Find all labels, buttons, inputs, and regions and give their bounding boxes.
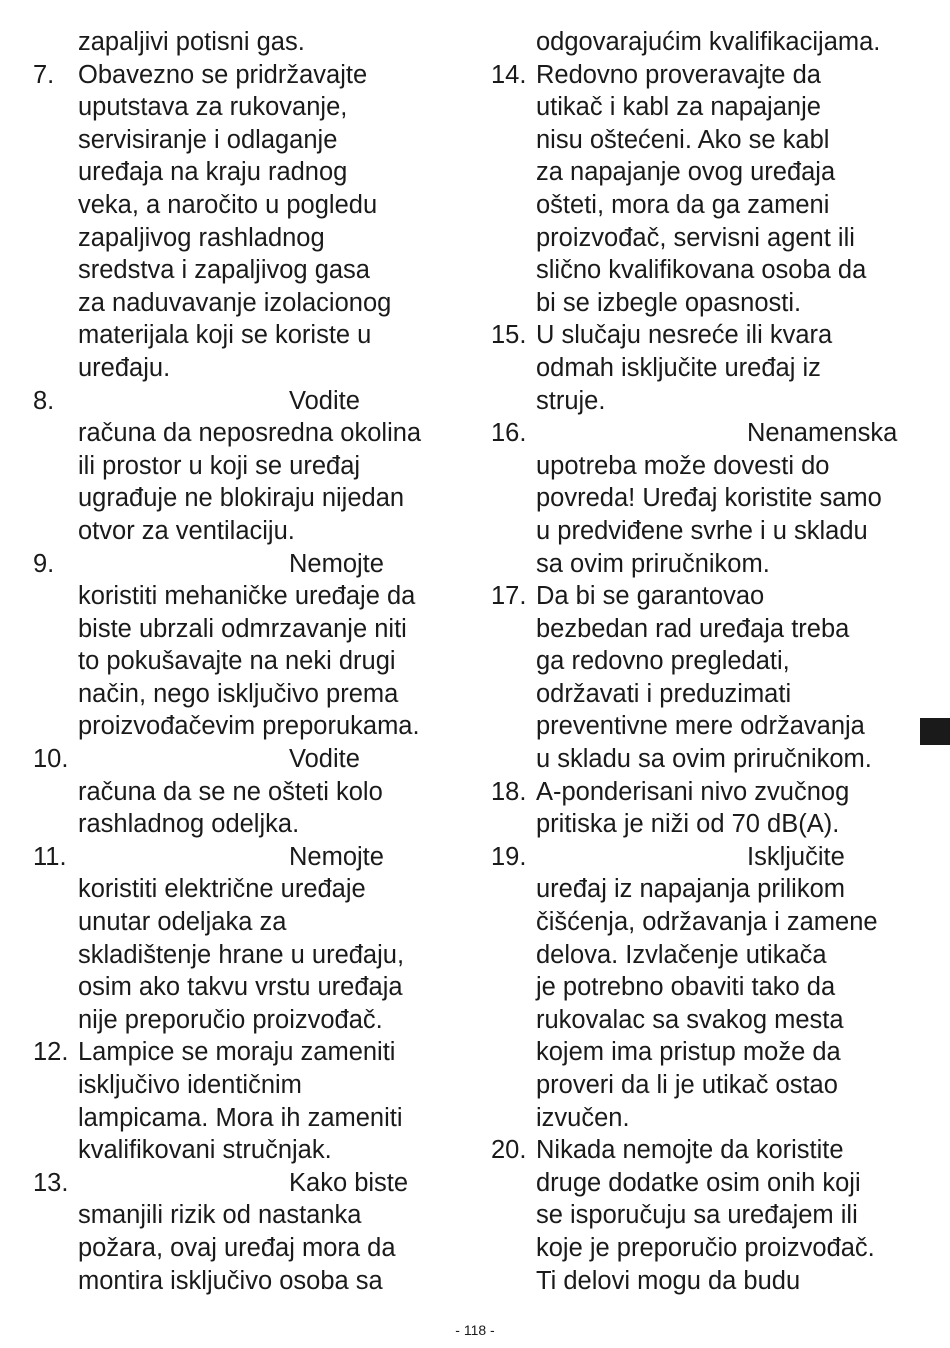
text-line: proizvođač, servisni agent ili [536,223,855,252]
text-line: nije preporučio proizvođač. [78,1005,383,1034]
item-number: 13. [33,1168,69,1197]
list-item [33,1167,473,1297]
text-line: smanjili rizik od nastanka [78,1201,362,1230]
item-lead-text: Vodite [289,386,360,415]
text-line: ga redovno pregledati, [536,647,790,676]
text-line: Redovno proveravajte da [536,60,821,89]
item-number: 10. [33,745,69,774]
item-lead-text: Kako biste [289,1168,409,1197]
text-line: se isporučuju sa uređajem ili [536,1201,858,1230]
text-line: računa da neposredna okolina [78,419,422,448]
item-number [33,26,78,59]
text-line: odmah isključite uređaj iz [536,353,821,382]
item-text [78,59,473,385]
text-line: upotreba može dovesti do [536,451,830,480]
item-text [536,776,926,841]
text-line: koristiti električne uređaje [78,875,366,904]
item-number: 18. [491,777,527,806]
list-item [491,26,926,59]
item-number: 9. [33,549,55,578]
item-text [78,548,473,744]
list-item [491,417,926,580]
text-line: proveri da li je utikač ostao [536,1071,838,1099]
list-item [491,580,926,776]
section-thumb-tab [920,718,950,745]
text-line: za naduvavanje izolacionog [78,288,392,317]
text-line: zapaljivog rashladnog [78,223,325,252]
text-line: sa ovim priručnikom. [536,549,770,578]
text-line: kojem ima pristup može da [536,1038,841,1067]
text-line: ili prostor u koji se uređaj [78,451,361,480]
text-line: struje. [536,386,606,415]
list-item [33,841,473,1037]
text-line: A-ponderisani nivo zvučnog [536,777,850,806]
text-line: u predviđene svrhe i u skladu [536,516,868,545]
list-item [491,59,926,320]
item-number [491,26,536,59]
list-item [33,548,473,744]
item-lead-text: Nenamenska [747,419,898,448]
list-item [491,841,926,1134]
text-line: povreda! Uređaj koristite samo [536,484,882,513]
right-column [491,26,926,1297]
text-line: servisiranje i odlaganje [78,125,338,154]
text-line: delova. Izvlačenje utikača [536,940,827,969]
text-line: osim ako takvu vrstu uređaja [78,973,403,1002]
item-number: 8. [33,386,55,415]
text-line: požara, ovaj uređaj mora da [78,1233,396,1262]
text-line: koje je preporučio proizvođač. [536,1233,875,1262]
text-line: sredstva i zapaljivog gasa [78,256,370,285]
text-line: ugrađuje ne blokiraju nijedan [78,484,405,513]
item-number: 14. [491,60,527,89]
item-number: 16. [491,419,527,448]
item-text [536,841,926,1134]
text-line: druge dodatke osim onih koji [536,1168,861,1197]
list-item [33,59,473,385]
item-text [536,580,926,776]
item-lead-text: Isključite [747,842,845,871]
list-item [491,319,926,417]
item-number: 12. [33,1038,69,1067]
text-line: materijala koji se koriste u [78,321,372,350]
text-line: montira isključivo osoba sa [78,1266,383,1295]
item-text [78,841,473,1037]
list-item [33,26,473,59]
text-line: računa da se ne ošteti kolo [78,777,383,806]
item-text [78,1036,473,1166]
item-number: 11. [33,842,67,871]
text-line: je potrebno obaviti tako da [536,973,836,1002]
text-line: uputstava za rukovanje, [78,93,348,122]
item-text [536,26,926,59]
text-line: proizvođačevim preporukama. [78,712,420,741]
item-lead-text: Vodite [289,745,360,774]
item-text [78,385,473,548]
text-line: odgovarajućim kvalifikacijama. [536,28,881,56]
text-line: održavati i preduzimati [536,679,792,708]
item-number: 17. [491,582,527,611]
text-line: bezbedan rad uređaja treba [536,614,850,643]
text-line: otvor za ventilaciju. [78,516,295,545]
item-text [536,319,926,417]
text-line: lampicama. Mora ih zameniti [78,1103,403,1132]
text-line: ošteti, mora da ga zameni [536,190,830,219]
text-line: skladištenje hrane u uređaju, [78,940,405,969]
text-line: veka, a naročito u pogledu [78,190,378,219]
item-number: 7. [33,60,55,89]
item-number: 20. [491,1136,527,1165]
text-line: izvučen. [536,1103,630,1132]
item-lead-text: Nemojte [289,549,384,578]
item-text [78,26,473,59]
item-text [78,743,473,841]
text-line: za napajanje ovog uređaja [536,158,836,187]
text-line: U slučaju nesreće ili kvara [536,321,833,350]
text-line: pritiska je niži od 70 dB(A). [536,810,840,839]
text-line: bi se izbegle opasnosti. [536,288,802,317]
text-line: uređaj iz napajanja prilikom [536,875,846,904]
text-line: kvalifikovani stručnjak. [78,1136,332,1165]
text-line: koristiti mehaničke uređaje da [78,582,416,611]
list-item [491,776,926,841]
text-line: utikač i kabl za napajanje [536,93,821,122]
text-line: Da bi se garantovao [536,582,765,611]
list-item [33,743,473,841]
item-number: 15. [491,321,527,350]
text-line: Lampice se moraju zameniti [78,1038,396,1067]
text-line: preventivne mere održavanja [536,712,865,741]
item-lead-text: Nemojte [289,842,384,871]
page-number: - 118 - [455,1322,495,1338]
text-line: uređaju. [78,353,171,382]
list-item [33,1036,473,1166]
text-line: čišćenja, održavanja i zamene [536,908,878,937]
item-text [78,1167,473,1297]
item-text [536,59,926,320]
text-line: biste ubrzali odmrzavanje niti [78,614,407,643]
text-line: uređaja na kraju radnog [78,158,348,187]
list-item [33,385,473,548]
item-text [536,1134,926,1297]
text-line: nisu oštećeni. Ako se kabl [536,125,830,154]
text-line: način, nego isključivo prema [78,679,399,708]
text-line: isključivo identičnim [78,1071,302,1099]
left-column [33,26,473,1297]
text-line: unutar odeljaka za [78,908,287,937]
list-item [491,1134,926,1297]
text-line: rukovalac sa svakog mesta [536,1005,844,1034]
text-line: Obavezno se pridržavajte [78,60,368,89]
item-text [536,417,926,580]
text-line: slično kvalifikovana osoba da [536,256,867,285]
text-line: Ti delovi mogu da budu [536,1266,801,1295]
text-line: to pokušavajte na neki drugi [78,647,396,676]
text-line: rashladnog odeljka. [78,810,300,839]
text-line: zapaljivi potisni gas. [78,28,305,56]
text-line: Nikada nemojte da koristite [536,1136,844,1165]
text-line: u skladu sa ovim priručnikom. [536,745,872,774]
item-number: 19. [491,842,527,871]
